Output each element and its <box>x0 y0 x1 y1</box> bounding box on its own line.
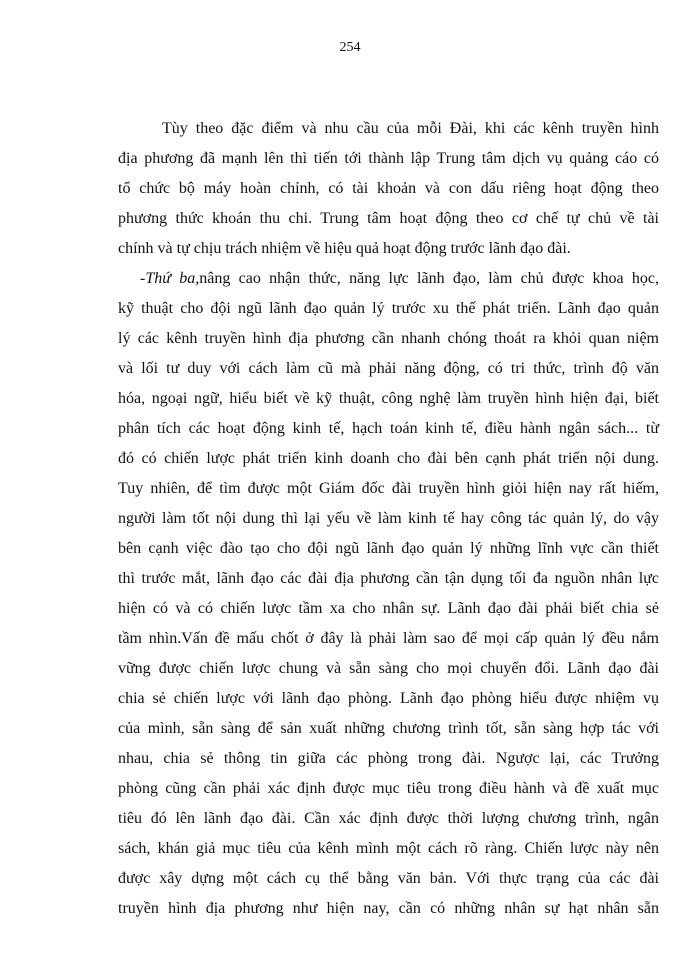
text-line: tầm nhìn.Vấn đề mấu chốt ở đây là phải làm sao để mọi cấp quản lý đều nắm <box>118 630 659 647</box>
text-line: đó có chiến lược phát triển kinh doanh cho đài bên cạnh phát triển nội dung. <box>118 450 659 467</box>
text-line: địa phương đã mạnh lên thì tiến tới thành lập Trung tâm dịch vụ quảng cáo có <box>118 150 659 167</box>
text-line: vững được chiến lược chung và sẵn sàng cho mọi chuyển đổi. Lãnh đạo đài <box>118 660 659 677</box>
text-line: lý các kênh truyền hình địa phương cần nhanh chóng thoát ra khỏi quan niệm <box>118 330 659 347</box>
text-line: chính và tự chịu trách nhiệm về hiệu quả hoạt động trước lãnh đạo đài. <box>118 240 571 257</box>
text-line: hiện có và có chiến lược tầm xa cho nhân sự. Lãnh đạo đài phải biết chia sẻ <box>118 600 659 617</box>
page-number: 254 <box>339 40 361 55</box>
text-line: bên cạnh việc đào tạo cho đội ngũ lãnh đạo quản lý những lĩnh vực cần thiết <box>118 540 659 557</box>
text-line: tổ chức bộ máy hoàn chỉnh, có tài khoản và con dấu riêng hoạt động theo <box>118 180 659 197</box>
text-line: Tùy theo đặc điểm và nhu cầu của mỗi Đài, khi các kênh truyền hình <box>162 120 659 137</box>
text-line: của mình, sẵn sàng để sản xuất những chương trình tốt, sẵn sàng hợp tác với <box>118 720 659 737</box>
text-line: người làm tốt nội dung thì lại yếu về làm kinh tế hay công tác quản lý, do vậy <box>118 510 659 527</box>
text-line: sách, khán giả mục tiêu của kênh mình một cách rõ ràng. Chiến lược này nên <box>118 840 659 857</box>
text-line <box>140 269 659 289</box>
text-line: tiêu đó lên lãnh đạo đài. Cần xác định được thời lượng chương trình, ngân <box>118 810 659 827</box>
text-line: phân tích các hoạt động kinh tế, hạch toán kinh tế, điều hành ngân sách... từ <box>118 420 659 437</box>
text-line: và lối tư duy với cách làm cũ mà phải năng động, có tri thức, trình độ văn <box>118 360 659 377</box>
text-line: thì trước mắt, lãnh đạo các đài địa phương cần tận dụng tối đa nguồn nhân lực <box>118 570 659 587</box>
text-line: hóa, ngoại ngữ, hiểu biết về kỹ thuật, công nghệ làm truyền hình hiện đại, biết <box>118 390 659 407</box>
text-line: được xây dựng một cách cụ thể bằng văn bản. Với thực trạng của các đài <box>118 870 659 887</box>
text-line: phòng cũng cần phải xác định được mục tiêu trong điều hành và đề xuất mục <box>118 780 659 797</box>
text-line: phương thức khoán thu chi. Trung tâm hoạt động theo cơ chế tự chủ về tài <box>118 210 659 227</box>
text-line: chia sẻ chiến lược với lãnh đạo phòng. Lãnh đạo phòng hiểu được nhiệm vụ <box>118 690 659 707</box>
text-line: kỹ thuật cho đội ngũ lãnh đạo quản lý trước xu thế phát triển. Lãnh đạo quản <box>118 300 659 317</box>
text-line: truyền hình địa phương như hiện nay, cần có những nhân sự hạt nhân sẵn <box>118 900 659 917</box>
text-line: nhau, chia sẻ thông tin giữa các phòng trong đài. Ngược lại, các Trưởng <box>118 750 659 767</box>
paragraph-lead: -Thứ ba, <box>140 270 200 287</box>
text-line: Tuy nhiên, để tìm được một Giám đốc đài truyền hình giỏi hiện nay rất hiếm, <box>118 480 659 497</box>
paragraph-lead-rest: nâng cao nhận thức, năng lực lãnh đạo, làm chủ được khoa học, <box>199 270 660 287</box>
